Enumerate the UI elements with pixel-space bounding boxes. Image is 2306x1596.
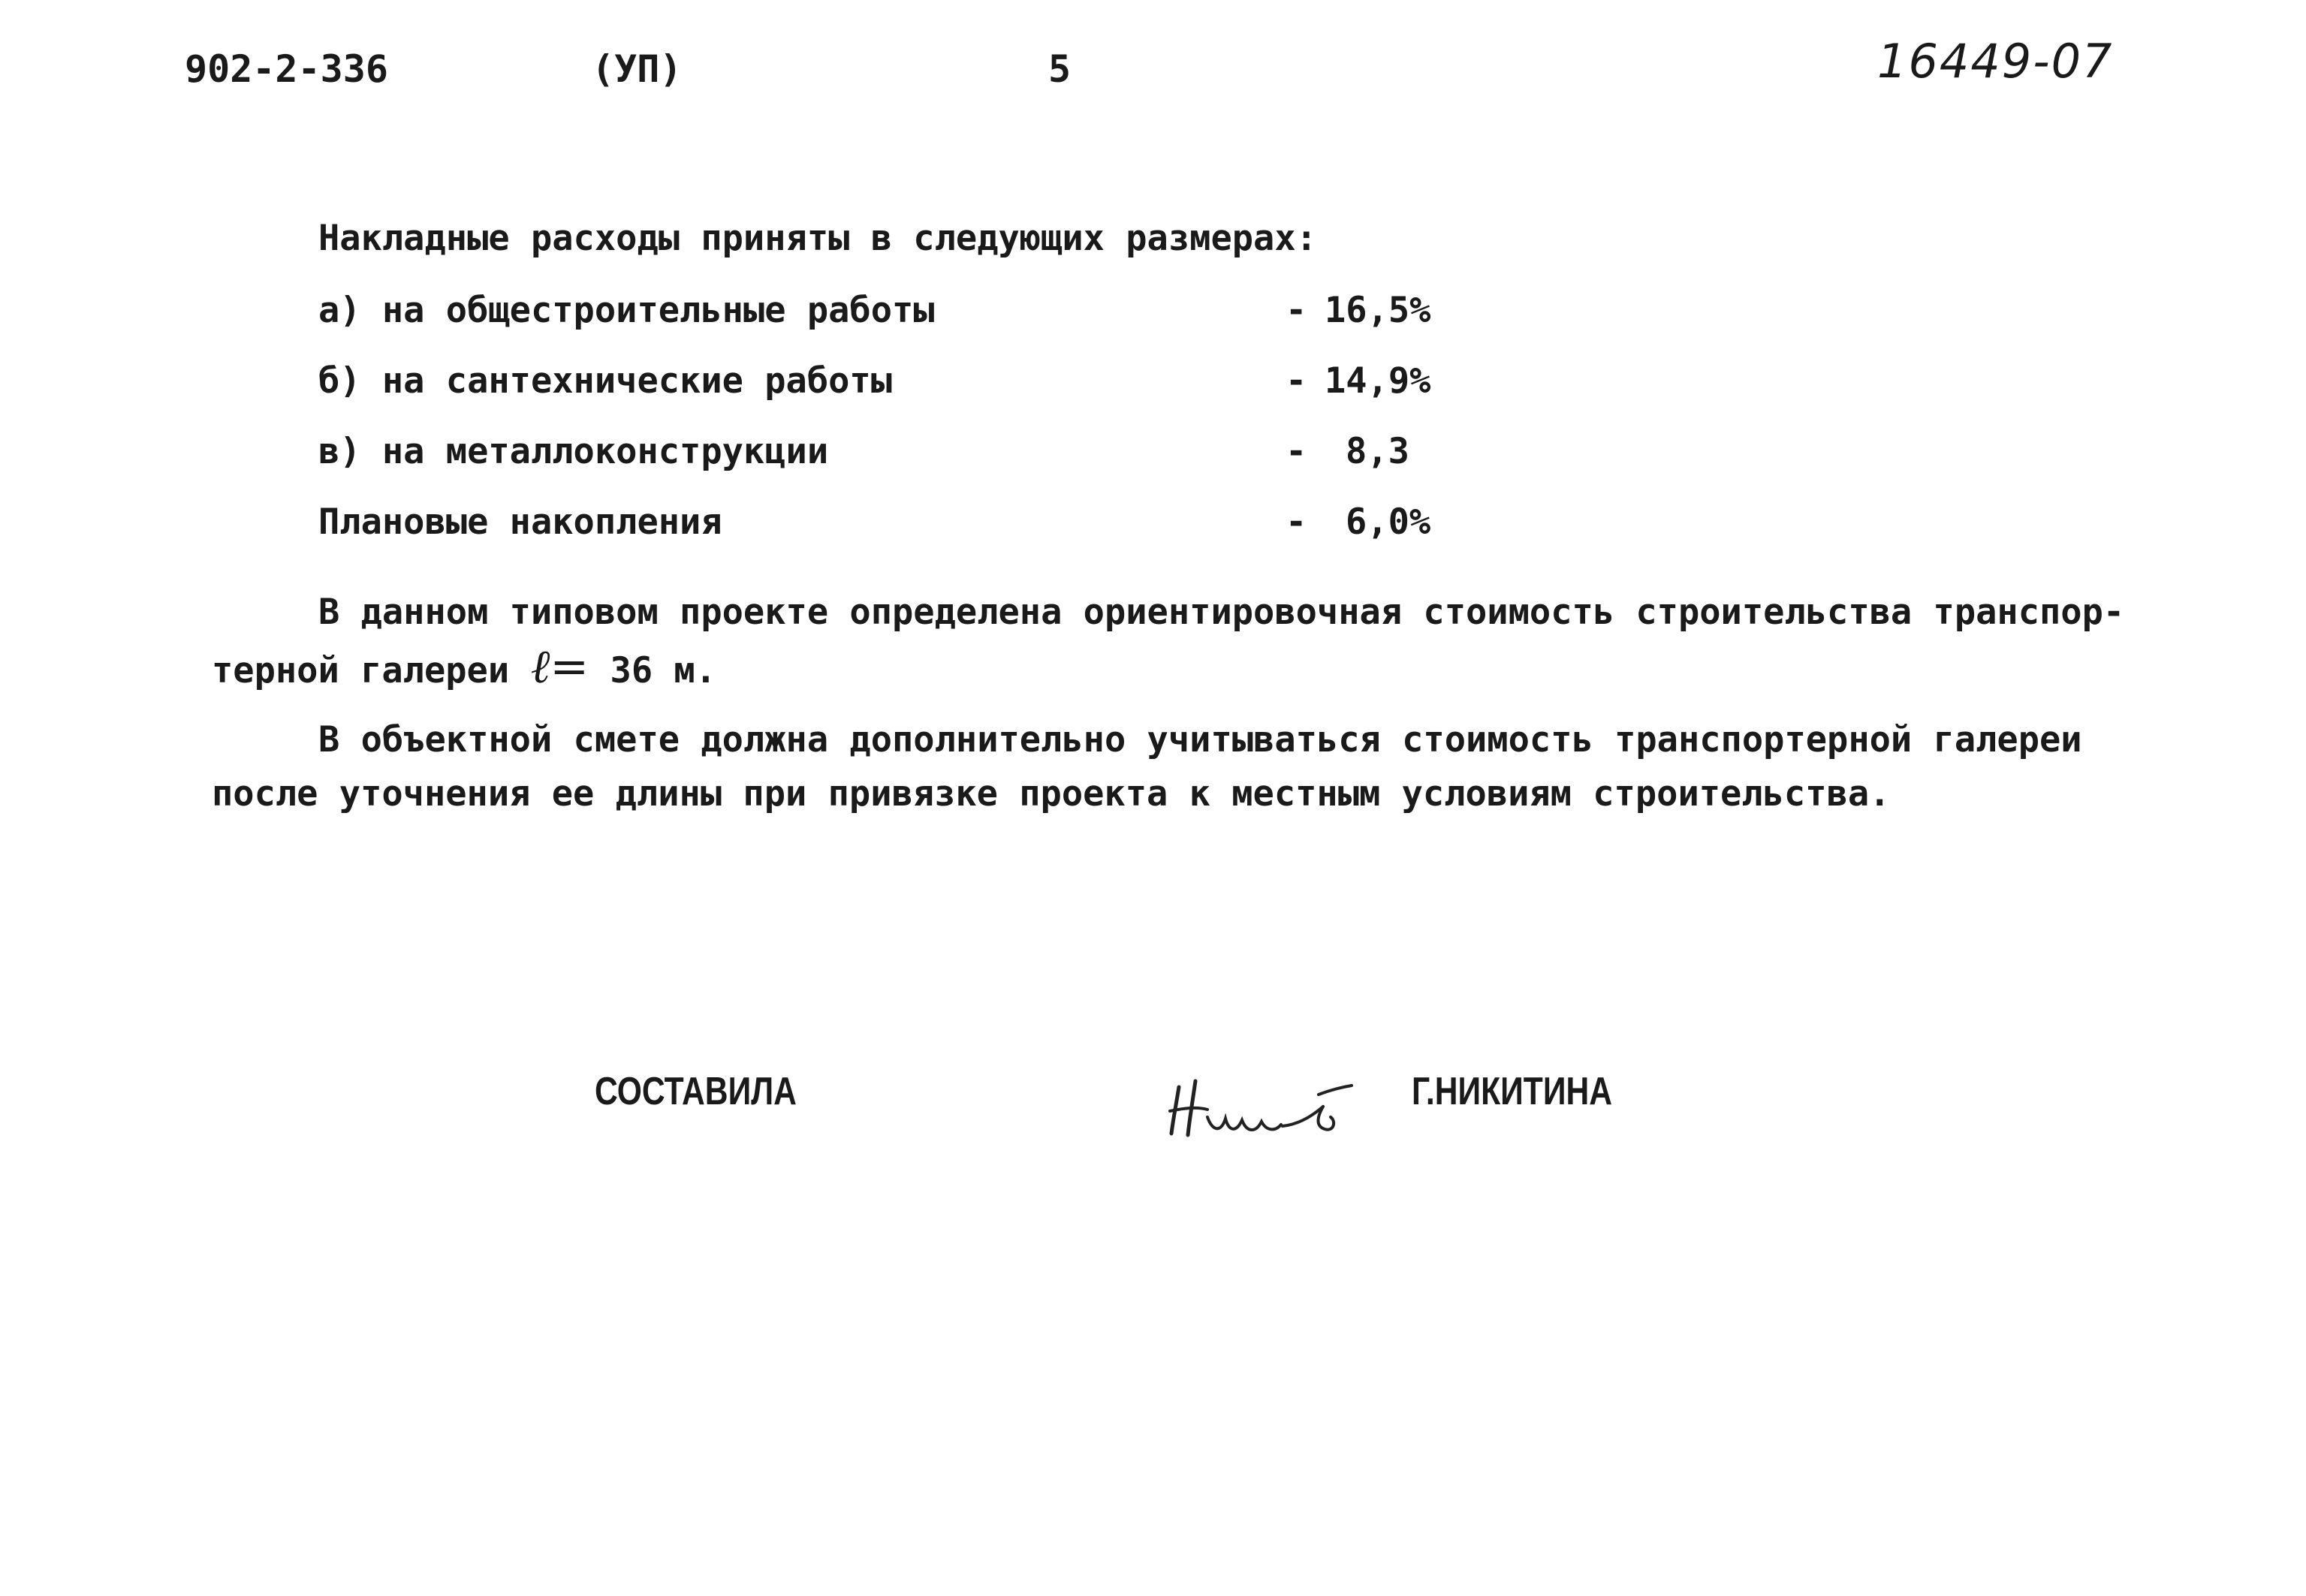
signature-image (1162, 1065, 1358, 1147)
paragraph-2-line-2: после уточнения ее длины при привязке проекта к местным условиям строительства. (212, 773, 1891, 815)
overhead-item-value: 8,3 (1346, 431, 1409, 472)
paragraph-1-line-1: В данном типовом проекте определена ориентировочная стоимость строительства транспор- (318, 592, 2125, 633)
overhead-item-label: б) на сантехнические работы (318, 360, 893, 402)
overhead-item-value: 14,9% (1325, 360, 1431, 402)
document-code: 902-2-336 (185, 47, 388, 91)
overhead-item-label: Плановые накопления (318, 501, 722, 543)
page-number: 5 (1048, 47, 1072, 91)
paragraph-1-line-2-suffix: 36 м. (589, 650, 717, 691)
paragraph-1-line-2 (212, 640, 716, 698)
overhead-item-value: 16,5% (1325, 290, 1431, 331)
inventory-number: 16449-07 (1877, 34, 2114, 89)
compiler-name: Г.НИКИТИНА (1412, 1070, 1613, 1113)
overhead-item-label: а) на общестроительные работы (318, 290, 935, 331)
overheads-intro: Накладные расходы приняты в следующих размерах: (318, 218, 1317, 259)
paragraph-2-line-1: В объектной смете должна дополнительно учитываться стоимость транспортерной галереи (318, 719, 2082, 760)
overhead-item-value: 6,0% (1346, 501, 1431, 543)
overhead-item-dash: - (1286, 431, 1307, 472)
overhead-item-label: в) на металлоконструкции (318, 431, 829, 472)
gallery-length-variable: ℓ= (530, 639, 589, 694)
overhead-item-dash: - (1286, 290, 1307, 331)
paragraph-1-line-2-prefix: терной галереи (212, 650, 531, 691)
overhead-item-dash: - (1286, 360, 1307, 402)
document-type: (УП) (592, 47, 683, 91)
overhead-item-dash: - (1286, 501, 1307, 543)
compiled-by-label: СОСТАВИЛА (595, 1070, 797, 1113)
